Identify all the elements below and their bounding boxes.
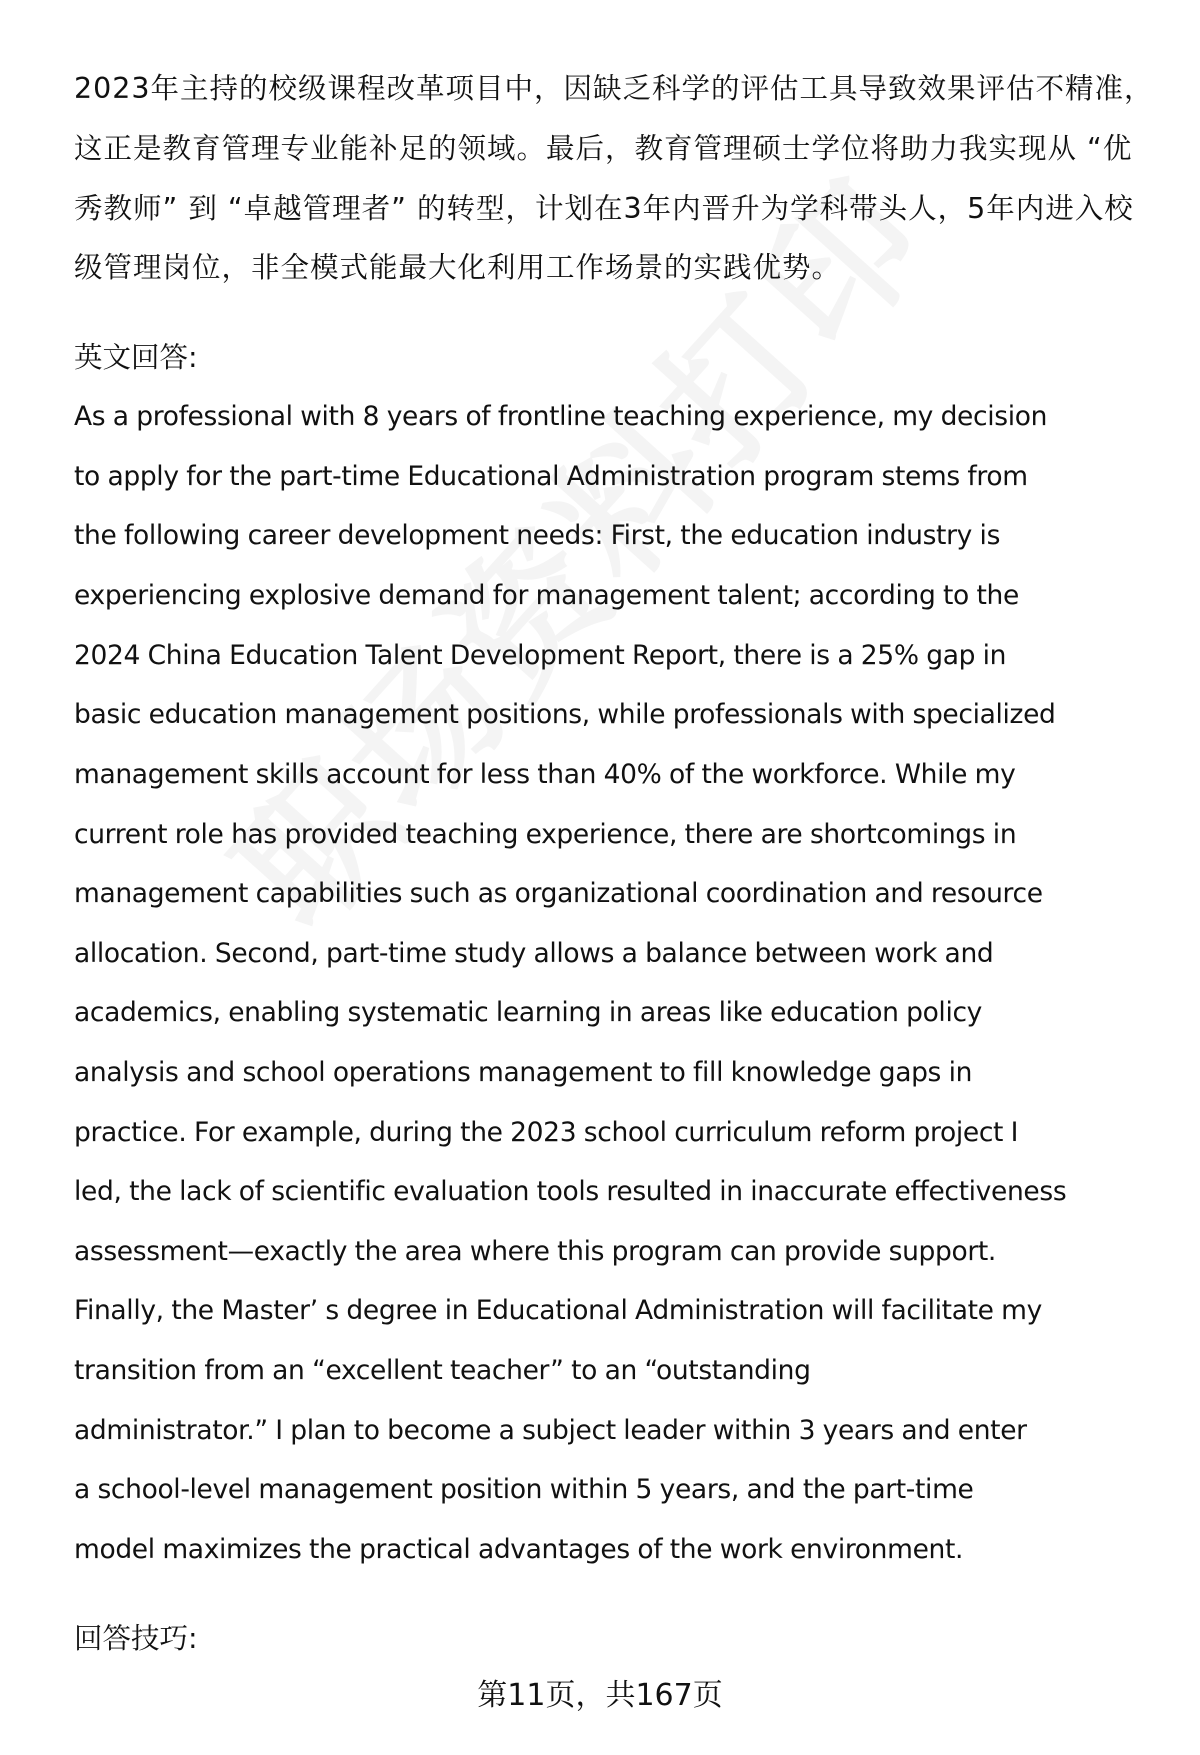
- english-line: assessment—exactly the area where this program can provide support.: [74, 1236, 997, 1267]
- english-line: 2024 China Education Talent Development Report, there is a 25% gap in: [74, 640, 1007, 671]
- answer-tips-heading: 回答技巧:: [74, 1622, 198, 1655]
- english-line: to apply for the part-time Educational Administration program stems from: [74, 461, 1028, 492]
- english-line: experiencing explosive demand for management talent; according to the: [74, 580, 1019, 611]
- english-line: management skills account for less than 40% of the workforce. While my: [74, 759, 1016, 790]
- english-line: model maximizes the practical advantages of the work environment.: [74, 1534, 964, 1565]
- english-line: current role has provided teaching experience, there are shortcomings in: [74, 819, 1017, 850]
- english-line: a school-level management position within 5 years, and the part-time: [74, 1474, 974, 1505]
- english-line: analysis and school operations management to fill knowledge gaps in: [74, 1057, 973, 1088]
- english-line: allocation. Second, part-time study allows a balance between work and: [74, 938, 994, 969]
- english-line: academics, enabling systematic learning in areas like education policy: [74, 997, 983, 1028]
- chinese-line: 级管理岗位，非全模式能最大化利用工作场景的实践优势。: [74, 251, 842, 284]
- english-line: the following career development needs: First, the education industry is: [74, 520, 1001, 551]
- chinese-line: 这正是教育管理专业能补足的领域。最后，教育管理硕士学位将助力我实现从 “优: [74, 132, 1133, 165]
- english-answer-heading: 英文回答:: [74, 341, 198, 374]
- english-line: As a professional with 8 years of frontline teaching experience, my decision: [74, 401, 1048, 432]
- english-line: led, the lack of scientific evaluation tools resulted in inaccurate effectiveness: [74, 1176, 1067, 1207]
- english-line: management capabilities such as organizational coordination and resource: [74, 878, 1043, 909]
- english-line: administrator.” I plan to become a subject leader within 3 years and enter: [74, 1415, 1027, 1446]
- english-line: Finally, the Master’ s degree in Educational Administration will facilitate my: [74, 1295, 1042, 1326]
- page-number: 第11页，共167页: [477, 1678, 723, 1713]
- chinese-line: 秀教师” 到 “卓越管理者” 的转型，计划在3年内晋升为学科带头人，5年内进入校: [74, 192, 1134, 225]
- english-line: basic education management positions, while professionals with specialized: [74, 699, 1056, 730]
- english-line: transition from an “excellent teacher” to an “outstanding: [74, 1355, 811, 1386]
- english-line: practice. For example, during the 2023 school curriculum reform project I: [74, 1117, 1019, 1148]
- chinese-line: 2023年主持的校级课程改革项目中，因缺乏科学的评估工具导致效果评估不精准，: [74, 72, 1154, 105]
